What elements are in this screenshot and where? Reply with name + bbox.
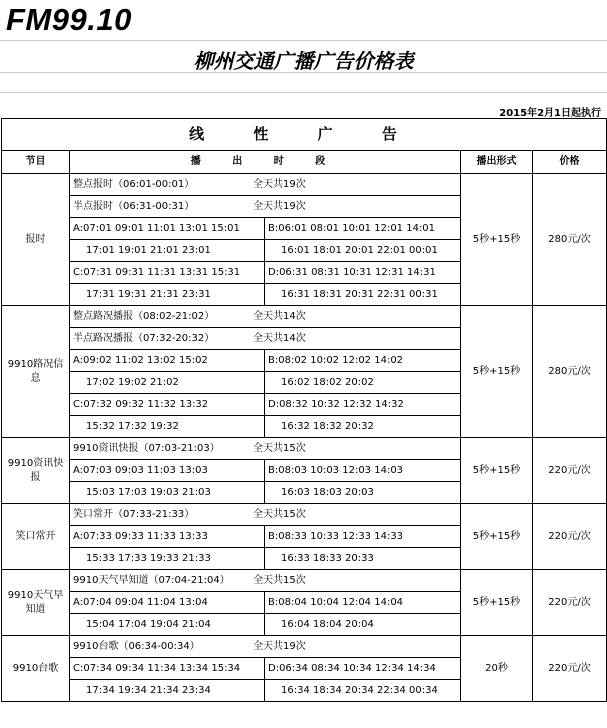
time-slot-left: C:07:34 09:34 11:34 13:34 15:34 bbox=[70, 658, 265, 680]
schedule-count: 全天共15次 bbox=[253, 508, 306, 520]
schedule-cell bbox=[70, 196, 461, 218]
table-row bbox=[2, 306, 607, 328]
schedule-label: 半点报时（06:31-00:31） bbox=[73, 200, 195, 212]
time-slot-right: 16:31 18:31 20:31 22:31 00:31 bbox=[265, 284, 461, 306]
price-cell: 220元/次 bbox=[533, 570, 607, 636]
schedule-label: 9910天气早知道（07:04-21:04） bbox=[73, 574, 230, 586]
broadcast-format: 5秒+15秒 bbox=[461, 570, 533, 636]
schedule-cell bbox=[70, 504, 461, 526]
table-row bbox=[2, 570, 607, 592]
price-cell: 220元/次 bbox=[533, 504, 607, 570]
broadcast-format: 5秒+15秒 bbox=[461, 306, 533, 438]
schedule-label: 整点报时（06:01-00:01） bbox=[73, 178, 195, 190]
broadcast-format: 5秒+15秒 bbox=[461, 438, 533, 504]
program-name: 9910资讯快报 bbox=[2, 438, 70, 504]
schedule-cell bbox=[70, 174, 461, 196]
schedule-cell bbox=[70, 306, 461, 328]
schedule-count: 全天共15次 bbox=[253, 574, 306, 586]
column-header-program: 节目 bbox=[2, 151, 70, 174]
time-slot-right: 16:04 18:04 20:04 bbox=[265, 614, 461, 636]
time-slot-right: B:08:33 10:33 12:33 14:33 bbox=[265, 526, 461, 548]
time-slot-left: 15:32 17:32 19:32 bbox=[70, 416, 265, 438]
time-slot-right: D:06:34 08:34 10:34 12:34 14:34 bbox=[265, 658, 461, 680]
program-name: 9910路况信息 bbox=[2, 306, 70, 438]
schedule-cell bbox=[70, 570, 461, 592]
time-slot-right: 16:02 18:02 20:02 bbox=[265, 372, 461, 394]
time-slot-left: A:07:03 09:03 11:03 13:03 bbox=[70, 460, 265, 482]
time-slot-right: B:08:03 10:03 12:03 14:03 bbox=[265, 460, 461, 482]
schedule-label: 整点路况播报（08:02-21:02） bbox=[73, 310, 215, 322]
time-slot-right: B:08:02 10:02 12:02 14:02 bbox=[265, 350, 461, 372]
schedule-count: 全天共19次 bbox=[253, 640, 306, 652]
table-row bbox=[2, 636, 607, 658]
program-name: 9910天气早知道 bbox=[2, 570, 70, 636]
column-header-price: 价格 bbox=[533, 151, 607, 174]
table-row bbox=[2, 504, 607, 526]
time-slot-right: D:06:31 08:31 10:31 12:31 14:31 bbox=[265, 262, 461, 284]
schedule-label: 笑口常开（07:33-21:33） bbox=[73, 508, 195, 520]
schedule-label: 半点路况播报（07:32-20:32） bbox=[73, 332, 215, 344]
schedule-count: 全天共15次 bbox=[253, 442, 306, 454]
schedule-label: 9910资讯快报（07:03-21:03） bbox=[73, 442, 220, 454]
time-slot-left: C:07:31 09:31 11:31 13:31 15:31 bbox=[70, 262, 265, 284]
time-slot-right: 16:32 18:32 20:32 bbox=[265, 416, 461, 438]
time-slot-left: A:07:33 09:33 11:33 13:33 bbox=[70, 526, 265, 548]
time-slot-right: B:06:01 08:01 10:01 12:01 14:01 bbox=[265, 218, 461, 240]
broadcast-format: 20秒 bbox=[461, 636, 533, 702]
time-slot-right: 16:01 18:01 20:01 22:01 00:01 bbox=[265, 240, 461, 262]
time-slot-left: A:07:04 09:04 11:04 13:04 bbox=[70, 592, 265, 614]
table-row bbox=[2, 174, 607, 196]
time-slot-right: 16:03 18:03 20:03 bbox=[265, 482, 461, 504]
time-slot-left: 17:02 19:02 21:02 bbox=[70, 372, 265, 394]
time-slot-left: 17:34 19:34 21:34 23:34 bbox=[70, 680, 265, 702]
schedule-cell bbox=[70, 328, 461, 350]
price-cell: 280元/次 bbox=[533, 174, 607, 306]
schedule-count: 全天共19次 bbox=[253, 178, 306, 190]
price-cell: 220元/次 bbox=[533, 636, 607, 702]
schedule-cell bbox=[70, 438, 461, 460]
effective-date: 2015年2月1日起执行 bbox=[499, 108, 601, 119]
broadcast-format: 5秒+15秒 bbox=[461, 174, 533, 306]
price-cell: 280元/次 bbox=[533, 306, 607, 438]
time-slot-left: 15:04 17:04 19:04 21:04 bbox=[70, 614, 265, 636]
broadcast-format: 5秒+15秒 bbox=[461, 504, 533, 570]
time-slot-right: D:08:32 10:32 12:32 14:32 bbox=[265, 394, 461, 416]
time-slot-right: B:08:04 10:04 12:04 14:04 bbox=[265, 592, 461, 614]
column-header-time: 播 出 时 段 bbox=[70, 151, 461, 174]
column-header-format: 播出形式 bbox=[461, 151, 533, 174]
schedule-count: 全天共14次 bbox=[253, 310, 306, 322]
time-slot-left: 15:03 17:03 19:03 21:03 bbox=[70, 482, 265, 504]
price-table bbox=[1, 118, 607, 702]
section-banner: 线 性 广 告 bbox=[2, 119, 607, 151]
station-logo: FM99.10 bbox=[6, 2, 132, 37]
schedule-cell bbox=[70, 636, 461, 658]
program-name: 笑口常开 bbox=[2, 504, 70, 570]
divider bbox=[0, 92, 607, 93]
time-slot-left: 15:33 17:33 19:33 21:33 bbox=[70, 548, 265, 570]
price-cell: 220元/次 bbox=[533, 438, 607, 504]
program-name: 报时 bbox=[2, 174, 70, 306]
time-slot-left: A:07:01 09:01 11:01 13:01 15:01 bbox=[70, 218, 265, 240]
time-slot-left: C:07:32 09:32 11:32 13:32 bbox=[70, 394, 265, 416]
page-title: 柳州交通广播广告价格表 bbox=[193, 49, 414, 73]
time-slot-left: 17:01 19:01 21:01 23:01 bbox=[70, 240, 265, 262]
table-row bbox=[2, 438, 607, 460]
schedule-count: 全天共19次 bbox=[253, 200, 306, 212]
time-slot-left: 17:31 19:31 21:31 23:31 bbox=[70, 284, 265, 306]
time-slot-right: 16:34 18:34 20:34 22:34 00:34 bbox=[265, 680, 461, 702]
time-slot-left: A:09:02 11:02 13:02 15:02 bbox=[70, 350, 265, 372]
schedule-label: 9910台歌（06:34-00:34） bbox=[73, 640, 200, 652]
divider bbox=[0, 40, 607, 41]
time-slot-right: 16:33 18:33 20:33 bbox=[265, 548, 461, 570]
program-name: 9910台歌 bbox=[2, 636, 70, 702]
schedule-count: 全天共14次 bbox=[253, 332, 306, 344]
